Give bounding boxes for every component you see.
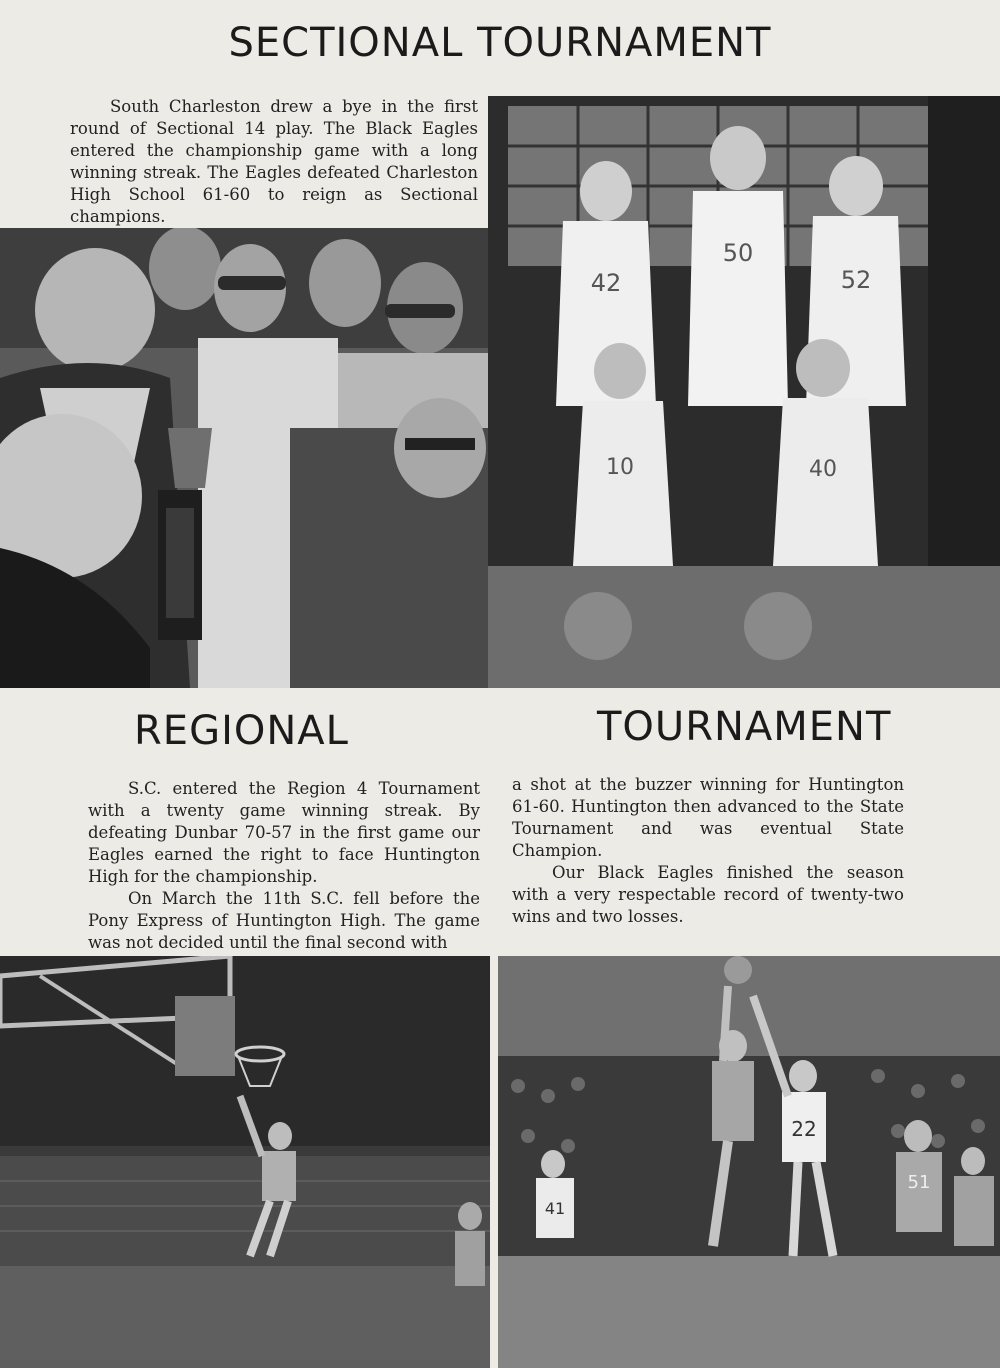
regional-paragraph <box>512 862 904 928</box>
team-portrait-photo <box>488 96 1000 688</box>
sectional-paragraph <box>70 96 478 228</box>
layup-action-photo <box>0 956 490 1368</box>
regional-paragraph <box>88 778 480 888</box>
jersey-number-label: 40 <box>809 457 837 482</box>
regional-paragraph <box>88 888 480 954</box>
tournament-title: TOURNAMENT <box>597 704 892 750</box>
regional-paragraph-text: a shot at the buzzer winning for Huntington 61-60. Huntington then advanced to the State Tournament and was eventual State Champion. <box>512 775 904 860</box>
sectional-title: SECTIONAL TOURNAMENT <box>228 20 772 66</box>
regional-paragraph-text: Our Black Eagles finished the season with a very respectable record of twenty-two wins and two losses. <box>512 863 904 926</box>
trophy-crowd-photo <box>0 228 488 688</box>
regional-column-left <box>88 778 480 954</box>
regional-title: REGIONAL <box>134 708 349 754</box>
regional-paragraph-text: S.C. entered the Region 4 Tournament with a twenty game winning streak. By defeating Dunbar 70-57 in the first game our Eagles earned the right to face Huntington High for the championship. <box>88 779 480 886</box>
regional-column-right <box>512 774 904 928</box>
jersey-number-label: 52 <box>840 266 872 294</box>
jersey-number-label: 50 <box>722 239 754 267</box>
sectional-paragraph-text: South Charleston drew a bye in the first round of Sectional 14 play. The Black Eagles entered the championship game with a long winning streak. The Eagles defeated Charleston High School 61-60 to reign as Sectional champions. <box>70 97 478 226</box>
jumpball-action-photo <box>498 956 1000 1368</box>
jersey-number-label: 22 <box>791 1117 817 1141</box>
regional-paragraph-text: On March the 11th S.C. fell before the Pony Express of Huntington High. The game was not decided until the final second with <box>88 889 480 952</box>
jersey-number-label: 41 <box>544 1199 566 1218</box>
jersey-number-label: 42 <box>590 269 622 297</box>
jersey-number-label: 10 <box>606 455 634 480</box>
jersey-number-label: 51 <box>907 1172 931 1193</box>
regional-paragraph <box>512 774 904 862</box>
